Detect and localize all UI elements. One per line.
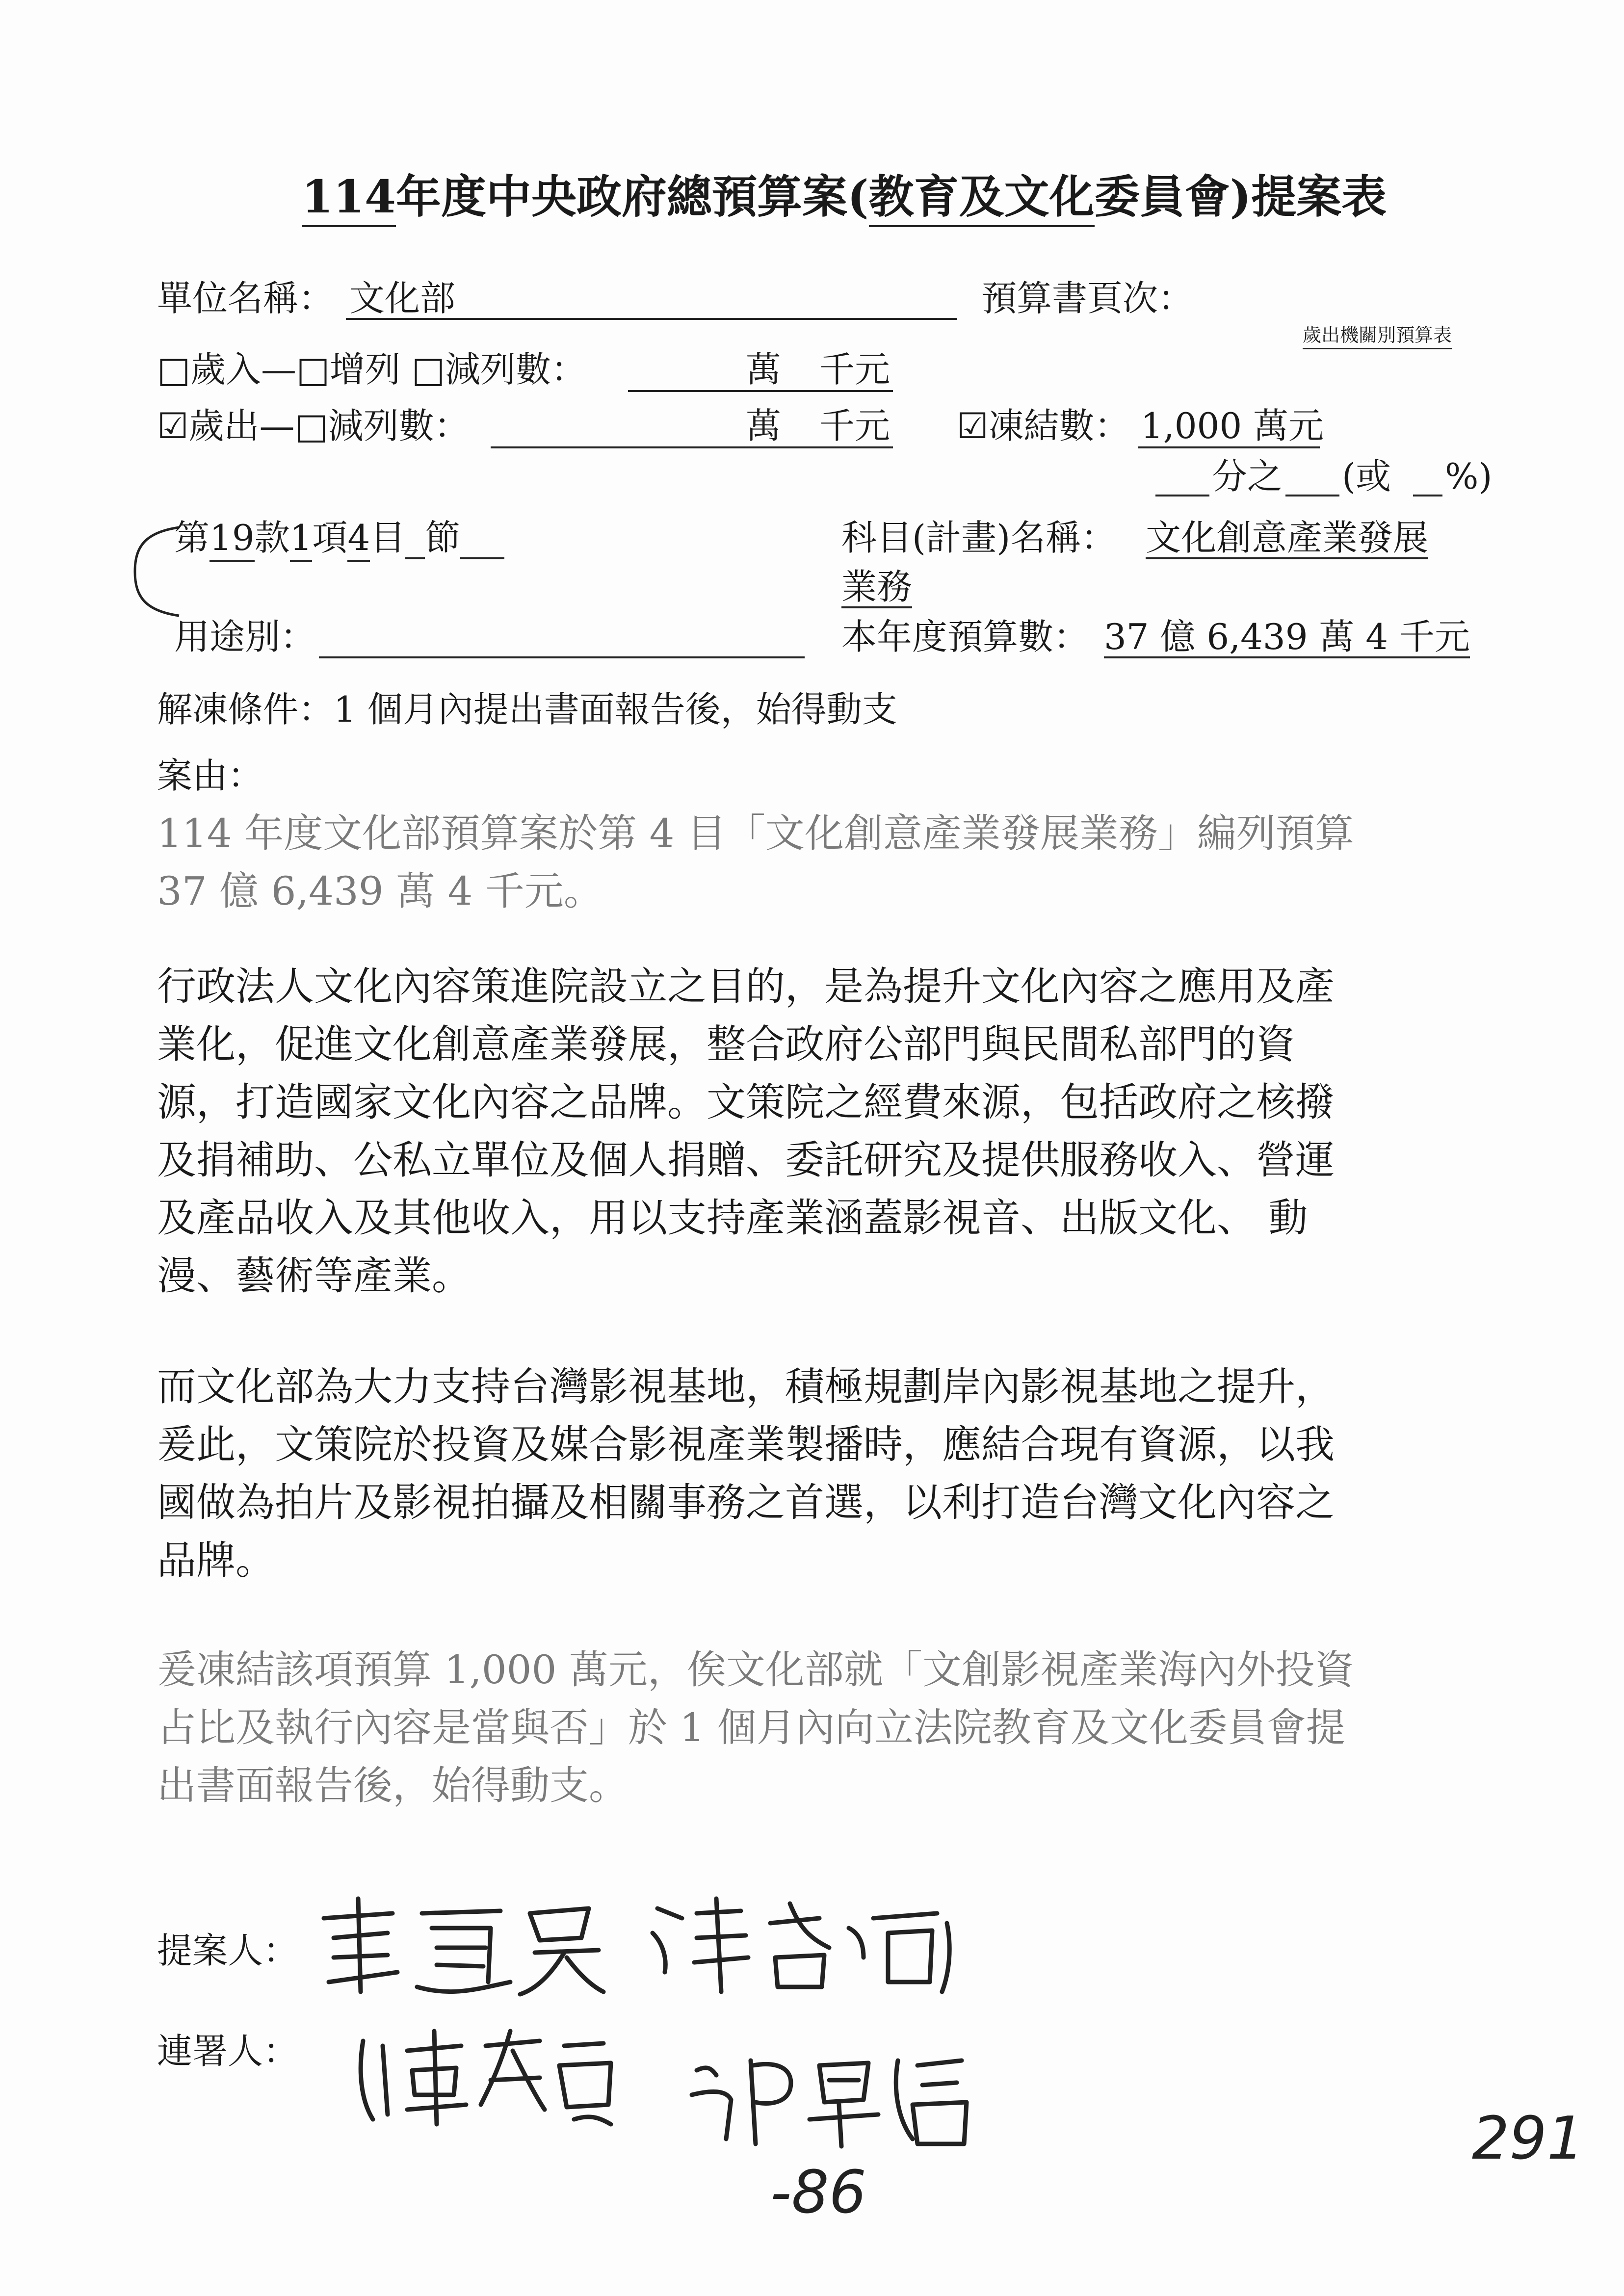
- item-xiang-no: 1: [290, 517, 313, 562]
- item-row: [174, 517, 504, 559]
- revenue-qian: 千元: [819, 349, 891, 390]
- freeze-label: ☑凍結數：: [957, 405, 1130, 446]
- page-note: 歲出機關別預算表: [1303, 320, 1452, 349]
- revenue-wan: 萬: [746, 349, 782, 390]
- fraction-huo: (或: [1342, 456, 1391, 497]
- paragraph-line: 品牌。: [157, 1538, 275, 1583]
- paragraph-line: 源，打造國家文化內容之品牌。文策院之經費來源，包括政府之核撥: [157, 1079, 1335, 1125]
- reason-label: 案由：: [157, 755, 263, 796]
- paragraph-line: 114 年度文化部預算案於第 4 目「文化創意產業發展業務」編列預算: [157, 810, 1354, 856]
- subject-value-2: 業務: [841, 566, 913, 607]
- paragraph-line: 37 億 6,439 萬 4 千元。: [157, 868, 603, 914]
- usage-underline: [319, 656, 805, 658]
- fraction-fen: 分之: [1212, 456, 1283, 497]
- handwritten-number: -86: [770, 2159, 866, 2227]
- paragraph-line: 漫、藝術等產業。: [157, 1253, 471, 1299]
- expense-line: ☑歲出—□減列數：: [157, 405, 470, 446]
- item-mu-no: 4: [347, 517, 370, 562]
- paragraph-line: 出書面報告後，始得動支。: [157, 1763, 628, 1808]
- revenue-underline: [628, 390, 893, 392]
- item-blank-1: [405, 520, 425, 559]
- title-committee: 教育及文化: [869, 170, 1095, 227]
- item-xiang: 項: [312, 517, 348, 558]
- paragraph-line: 占比及執行內容是當與否」於 1 個月內向立法院教育及文化委員會提: [157, 1705, 1345, 1750]
- unit-underline: [346, 318, 957, 320]
- paragraph-line: 爰凍結該項預算 1,000 萬元，俟文化部就「文創影視產業海內外投資: [157, 1647, 1354, 1693]
- title-year: 114: [302, 170, 396, 227]
- cosigner-signature-2: [682, 2041, 976, 2154]
- proposer-signature-2: [643, 1889, 962, 2002]
- fraction-blank-2: [1285, 495, 1339, 496]
- paragraph-4: [157, 1641, 1482, 1815]
- paragraph-1: [157, 805, 1482, 920]
- document-title: [302, 170, 1387, 223]
- paragraph-2: [157, 958, 1482, 1305]
- paragraph-line: 而文化部為大力支持台灣影視基地，積極規劃岸內影視基地之提升，: [157, 1364, 1335, 1409]
- expense-wan: 萬: [746, 405, 782, 446]
- paragraph-line: 國做為拍片及影視拍攝及相關事務之首選，以利打造台灣文化內容之: [157, 1480, 1335, 1525]
- unfreeze-condition: 解凍條件：1 個月內提出書面報告後，始得動支: [157, 689, 897, 730]
- budget-label: 本年度預算數：: [841, 616, 1089, 657]
- unit-label: 單位名稱：: [157, 278, 334, 319]
- item-mu: 目: [370, 517, 406, 558]
- expense-qian: 千元: [819, 405, 891, 446]
- paragraph-line: 行政法人文化內容策進院設立之目的，是為提升文化內容之應用及產: [157, 964, 1335, 1009]
- subject-value-1: 文化創意產業發展: [1146, 517, 1429, 558]
- paragraph-line: 及產品收入及其他收入，用以支持產業涵蓋影視音、出版文化、 動: [157, 1195, 1308, 1241]
- paragraph-line: 及捐補助、公私立單位及個人捐贈、委託研究及提供服務收入、營運: [157, 1137, 1335, 1183]
- fraction-pct: %): [1445, 456, 1493, 497]
- fraction-blank-3: [1413, 495, 1442, 496]
- expense-underline: [491, 446, 893, 448]
- unit-value: 文化部: [349, 278, 456, 319]
- revenue-line: □歲入—□增列 □減列數：: [157, 349, 586, 390]
- paragraph-line: 業化，促進文化創意產業發展，整合政府公部門與民間私部門的資: [157, 1021, 1295, 1067]
- subject-label: 科目(計畫)名稱：: [841, 517, 1117, 558]
- cosigner-signature-1: [343, 2021, 618, 2129]
- cosigner-label: 連署人：: [157, 2031, 299, 2072]
- handwritten-page-number: 291: [1472, 2105, 1585, 2173]
- usage-label: 用途別：: [174, 616, 316, 657]
- freeze-value: 1,000 萬元: [1141, 405, 1324, 446]
- freeze-underline: [1138, 446, 1320, 448]
- item-blank-2: [460, 520, 504, 559]
- proposer-label: 提案人：: [157, 1930, 299, 1971]
- proposer-signature-1: [314, 1884, 608, 2002]
- item-jie: 節: [425, 517, 461, 558]
- title-end: 委員會)提案表: [1094, 170, 1387, 223]
- paragraph-3: [157, 1358, 1482, 1590]
- item-kuan: 款: [254, 517, 290, 558]
- fraction-blank-1: [1155, 495, 1209, 496]
- item-kuan-no: 19: [210, 517, 255, 562]
- page-label: 預算書頁次：: [981, 278, 1194, 319]
- item-di: 第: [174, 517, 210, 558]
- title-mid: 年度中央政府總預算案(: [396, 170, 869, 223]
- paragraph-line: 爰此，文策院於投資及媒合影視產業製播時，應結合現有資源，以我: [157, 1422, 1335, 1467]
- budget-value: 37 億 6,439 萬 4 千元: [1104, 616, 1470, 657]
